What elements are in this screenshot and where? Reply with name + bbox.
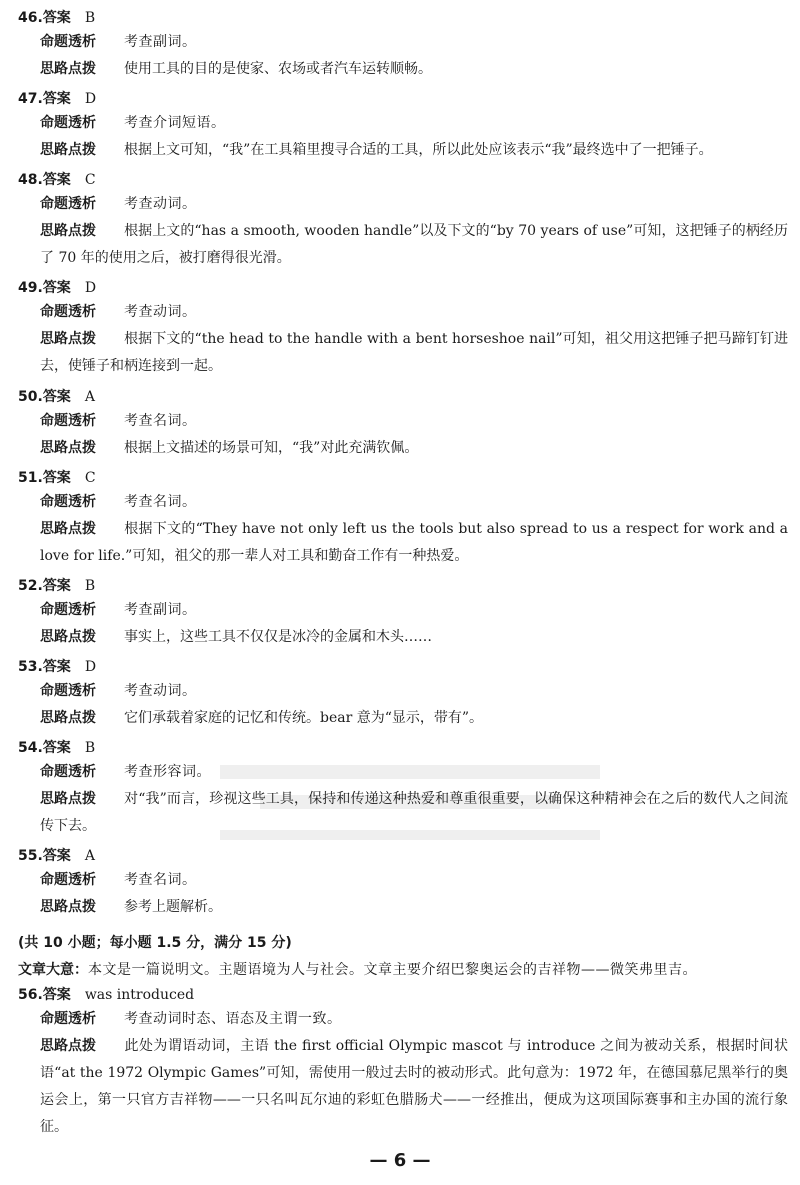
answer-value: was introduced (84, 987, 195, 1003)
question-number: 48. (18, 172, 43, 188)
answer-label: 答案 (42, 280, 71, 296)
answer-label: 答案 (42, 172, 71, 188)
hint-text: 根据上文的“has a smooth, wooden handle”以及下文的“by 70 years of use”可知，这把锤子的柄经历了 70 年的使用之后，被打磨得很光滑。 (40, 223, 788, 266)
hint-text: 此处为谓语动词，主语 the first official Olympic mascot 与 introduce 之间为被动关系，根据时间状语“at the 1972 Olympic Games”可知，需使用一般过去时的被动形式。此句意为：1972 年，在德国慕尼黑举行的奥运会上，第一只官方吉祥物——一只名叫瓦尔迪的彩虹色腊肠犬——一经推出，便成为这项国际赛事和主办国的流行象征。 (40, 1038, 788, 1135)
hint-text: 事实上，这些工具不仅仅是冰冷的金属和木头…… (124, 629, 432, 645)
answer-entry-51 (18, 469, 788, 570)
answer-value: C (84, 470, 96, 486)
answer-value: A (84, 848, 95, 864)
answer-label: 答案 (42, 470, 71, 486)
analysis-text: 考查动词。 (124, 196, 197, 212)
analysis-text: 考查形容词。 (124, 764, 211, 780)
answer-label: 答案 (42, 578, 71, 594)
hint-label: 思路点拨 (40, 1038, 96, 1054)
hint-text: 使用工具的目的是使家、农场或者汽车运转顺畅。 (124, 61, 432, 77)
article-summary (18, 959, 788, 979)
hint-text: 根据下文的“the head to the handle with a bent horseshoe nail”可知，祖父用这把锤子把马蹄钉钉进去，使锤子和柄连接到一起。 (40, 331, 788, 374)
answer-label: 答案 (42, 659, 71, 675)
answer-entry-56 (18, 986, 788, 1141)
analysis-label: 命题透析 (40, 115, 96, 131)
answer-value: C (84, 172, 96, 188)
analysis-label: 命题透析 (40, 34, 96, 50)
analysis-label: 命题透析 (40, 764, 96, 780)
analysis-text: 考查动词。 (124, 304, 197, 320)
question-number: 47. (18, 91, 43, 107)
hint-label: 思路点拨 (40, 521, 96, 537)
question-number: 51. (18, 470, 43, 486)
answer-value: D (84, 280, 97, 296)
answer-entry-55 (18, 847, 788, 921)
analysis-text: 考查名词。 (124, 413, 197, 429)
summary-text: 本文是一篇说明文。主题语境为人与社会。文章主要介绍巴黎奥运会的吉祥物——微笑弗里吉。 (88, 962, 697, 978)
answer-entry-54 (18, 739, 788, 840)
question-number: 49. (18, 280, 43, 296)
answer-entry-48 (18, 171, 788, 272)
analysis-text: 考查名词。 (124, 872, 197, 888)
answer-value: B (84, 578, 96, 594)
analysis-label: 命题透析 (40, 196, 96, 212)
hint-text: 参考上题解析。 (124, 899, 222, 915)
question-number: 50. (18, 389, 43, 405)
question-number: 55. (18, 848, 43, 864)
hint-text: 对“我”而言，珍视这些工具，保持和传递这种热爱和尊重很重要，以确保这种精神会在之后的数代人之间流传下去。 (40, 791, 788, 834)
analysis-text: 考查副词。 (124, 602, 197, 618)
answer-entry-53 (18, 658, 788, 732)
hint-text: 根据上文可知，“我”在工具箱里搜寻合适的工具，所以此处应该表示“我”最终选中了一把锤子。 (124, 142, 713, 158)
analysis-text: 考查动词。 (124, 683, 197, 699)
analysis-label: 命题透析 (40, 304, 96, 320)
hint-label: 思路点拨 (40, 440, 96, 456)
analysis-label: 命题透析 (40, 602, 96, 618)
answer-entry-50 (18, 388, 788, 462)
page-number: — 6 — (369, 1150, 431, 1171)
summary-label: 文章大意： (18, 962, 88, 978)
question-number: 52. (18, 578, 43, 594)
answer-entry-46 (18, 9, 788, 83)
answer-entry-47 (18, 90, 788, 164)
analysis-text: 考查名词。 (124, 494, 197, 510)
answer-value: A (84, 389, 95, 405)
section-header: (共 10 小题；每小题 1.5 分，满分 15 分) (18, 935, 292, 951)
answer-label: 答案 (42, 848, 71, 864)
answer-label: 答案 (42, 740, 71, 756)
hint-label: 思路点拨 (40, 629, 96, 645)
question-number: 56. (18, 987, 43, 1003)
hint-label: 思路点拨 (40, 791, 96, 807)
analysis-label: 命题透析 (40, 872, 96, 888)
answer-label: 答案 (42, 91, 71, 107)
hint-label: 思路点拨 (40, 142, 96, 158)
hint-text: 它们承载着家庭的记忆和传统。bear 意为“显示，带有”。 (124, 710, 484, 726)
answer-entry-52 (18, 577, 788, 651)
answer-label: 答案 (42, 389, 71, 405)
question-number: 54. (18, 740, 43, 756)
answer-value: B (84, 10, 96, 26)
analysis-text: 考查动词时态、语态及主谓一致。 (124, 1011, 342, 1027)
answer-value: D (84, 91, 97, 107)
answer-value: D (84, 659, 97, 675)
analysis-label: 命题透析 (40, 683, 96, 699)
hint-text: 根据下文的“They have not only left us the tools but also spread to us a respect for work and a love for life.”可知，祖父的那一辈人对工具和勤奋工作有一种热爱。 (40, 521, 788, 564)
hint-text: 根据上文描述的场景可知，“我”对此充满钦佩。 (124, 440, 419, 456)
analysis-text: 考查介词短语。 (124, 115, 226, 131)
analysis-label: 命题透析 (40, 413, 96, 429)
question-number: 46. (18, 10, 43, 26)
question-number: 53. (18, 659, 43, 675)
hint-label: 思路点拨 (40, 331, 96, 347)
hint-label: 思路点拨 (40, 899, 96, 915)
hint-label: 思路点拨 (40, 223, 96, 239)
hint-label: 思路点拨 (40, 710, 96, 726)
answer-entry-49 (18, 279, 788, 380)
hint-label: 思路点拨 (40, 61, 96, 77)
analysis-label: 命题透析 (40, 1011, 96, 1027)
analysis-text: 考查副词。 (124, 34, 197, 50)
analysis-label: 命题透析 (40, 494, 96, 510)
answer-label: 答案 (42, 10, 71, 26)
answer-value: B (84, 740, 96, 756)
answer-label: 答案 (42, 987, 71, 1003)
